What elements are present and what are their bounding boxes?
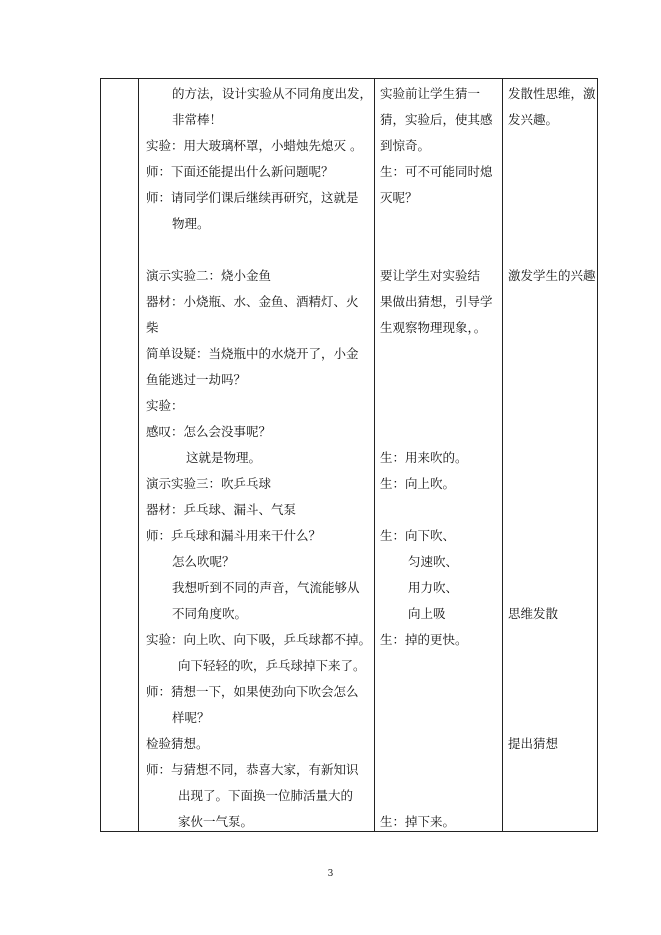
intent-line: 思维发散	[508, 606, 559, 621]
process-line: 检验猜想。	[146, 736, 209, 751]
student-line: 猜，实验后，使其感	[380, 112, 493, 127]
process-line: 师：请同学们课后继续再研究，这就是	[146, 190, 359, 205]
student-line: 生：掉的更快。	[380, 632, 468, 647]
process-line: 这就是物理。	[186, 450, 262, 465]
process-line: 的方法，设计实验从不同角度出发，	[172, 86, 373, 101]
student-line: 生：向上吹。	[380, 476, 456, 491]
process-line: 怎么吹呢？	[172, 554, 235, 569]
process-line: 我想听到不同的声音，气流能够从	[172, 580, 360, 595]
process-line: 实验：用大玻璃杯罩，小蜡烛先熄灭 。	[146, 138, 363, 153]
process-line: 非常棒！	[172, 112, 223, 127]
student-line: 生：用来吹的。	[380, 450, 468, 465]
process-line: 出现了。下面换一位肺活量大的	[178, 788, 354, 803]
student-line: 实验前让学生猜一	[380, 86, 481, 101]
student-line: 生：可不可能同时熄	[380, 164, 493, 179]
student-line: 匀速吹、	[408, 554, 459, 569]
process-line: 简单设疑：当烧瓶中的水烧开了，小金	[146, 346, 359, 361]
process-line: 演示实验二：烧小金鱼	[146, 268, 272, 283]
process-line: 家伙一气泵。	[178, 814, 254, 829]
process-line: 向下轻轻的吹，乒乓球掉下来了。	[178, 658, 366, 673]
student-line: 生：向下吹、	[380, 528, 456, 543]
student-line: 向上吸	[408, 606, 446, 621]
student-line: 用力吹、	[408, 580, 459, 595]
intent-line: 提出猜想	[508, 736, 559, 751]
process-line: 器材：小烧瓶、水、金鱼、酒精灯、火	[146, 294, 359, 309]
student-line: 果做出猜想，引导学	[380, 294, 493, 309]
process-line: 不同角度吹。	[172, 606, 248, 621]
student-line: 到惊奇。	[380, 138, 431, 153]
student-line: 要让学生对实验结	[380, 268, 481, 283]
student-line: 生：掉下来。	[380, 814, 456, 829]
intent-line: 发散性思维，激	[508, 86, 596, 101]
process-line: 师：与猜想不同，恭喜大家，有新知识	[146, 762, 359, 777]
student-line: 生观察物理现象，。	[380, 320, 487, 335]
process-line: 实验：向上吹、向下吸，乒乓球都不掉。	[146, 632, 372, 647]
column-divider	[138, 79, 139, 831]
column-divider	[374, 79, 375, 831]
process-line: 师：猜想一下，如果使劲向下吹会怎么	[146, 684, 359, 699]
student-line: 灭呢？	[380, 190, 418, 205]
page-number: 3	[327, 869, 334, 879]
process-line: 器材：乒乓球、漏斗、气泵	[146, 502, 297, 517]
intent-line: 激发学生的兴趣	[508, 268, 596, 283]
process-line: 感叹：怎么会没事呢？	[146, 424, 272, 439]
process-line: 师：下面还能提出什么新问题呢？	[146, 164, 334, 179]
process-line: 柴	[146, 320, 159, 335]
process-line: 实验：	[146, 398, 184, 413]
column-divider	[502, 79, 503, 831]
process-line: 鱼能逃过一劫吗？	[146, 372, 247, 387]
intent-line: 发兴趣。	[508, 112, 559, 127]
process-line: 样呢？	[172, 710, 210, 725]
process-line: 师：乒乓球和漏斗用来干什么？	[146, 528, 322, 543]
process-line: 物理。	[172, 216, 210, 231]
process-line: 演示实验三：吹乒乓球	[146, 476, 272, 491]
